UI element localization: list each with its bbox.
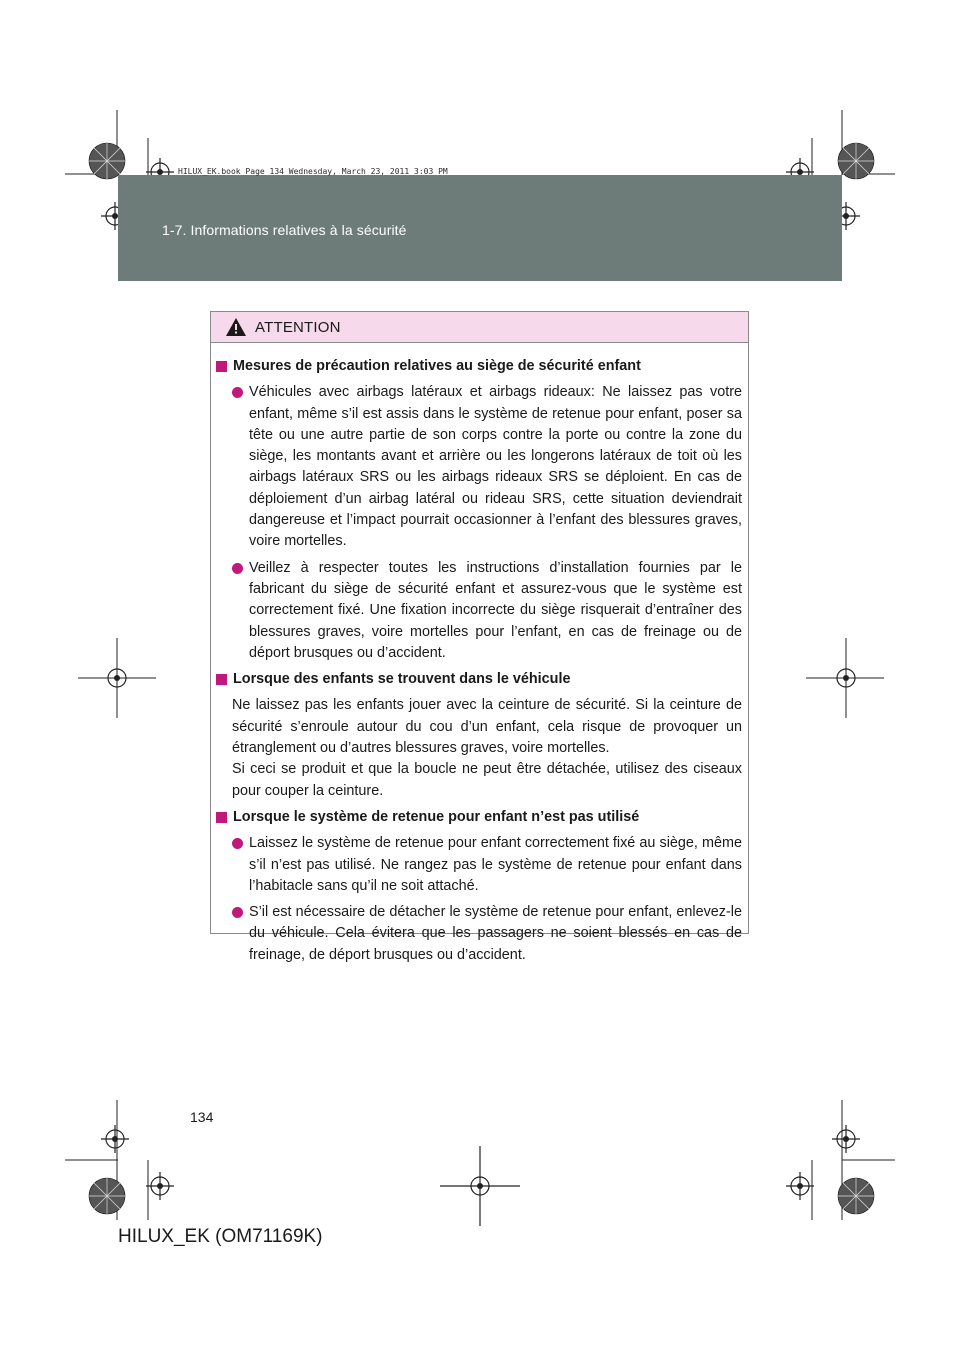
section-heading [214,807,742,828]
list-item-text: S’il est nécessaire de détacher le système de retenue pour enfant, enlevez-le du véhicule. Cela évitera que les passagers ne soient blessés en cas de freinage, de déport brusques ou d’accident. [249,904,742,963]
attention-callout [210,311,749,963]
callout-header [211,312,748,343]
heading-text: Lorsque le système de retenue pour enfant n’est pas utilisé [233,808,640,825]
page-number: 134 [190,1109,214,1125]
callout-title: ATTENTION [255,318,341,336]
list-item [214,558,742,664]
square-bullet-icon [216,361,227,372]
round-bullet-icon [232,387,243,398]
list-item-text: Veillez à respecter toutes les instructions d’installation fournies par le fabricant du siège de sécurité enfant et assurez-vous que le système est correctement fixé. Une fixation incorrecte du siège risquerait d’entraîner des blessures graves, voire mortelles pour l’enfant, en cas de freinage ou de déport brusques ou d’accident. [249,559,742,661]
round-bullet-icon [232,563,243,574]
list-item-text: Laissez le système de retenue pour enfant correctement fixé au siège, même s’il n’est pas utilisé. Ne rangez pas le système de retenue pour enfant dans l’habitacle sans qu’il ne soit attaché. [249,835,742,894]
paragraph [214,695,742,801]
callout-body [211,343,748,966]
round-bullet-icon [232,907,243,918]
section-heading [214,356,742,377]
list-item-text: Véhicules avec airbags latéraux et airbags rideaux: Ne laissez pas votre enfant, même s’il est assis dans le système de retenue pour enfant, poser sa tête ou une autre partie de son corps contre la porte ou contre la zone du siège, les montants avant et arrière ou les longerons latéraux de toit où les airbags latéraux SRS ou les airbags rideaux SRS se déploient. En cas de déploiement d’un airbag latéral ou rideau SRS, cette situation deviendrait dangereuse et l’impact pourrait occasionner à l’enfant des blessures graves, voire mortelles. [249,384,742,550]
square-bullet-icon [216,674,227,685]
document-code: HILUX_EK (OM71169K) [118,1226,323,1247]
heading-text: Lorsque des enfants se trouvent dans le véhicule [233,671,571,688]
paragraph-text: Si ceci se produit et que la boucle ne peut être détachée, utilisez des ciseaux pour couper la ceinture. [232,761,742,799]
book-stamp: HILUX_EK.book Page 134 Wednesday, March 23, 2011 3:03 PM [178,167,448,176]
square-bullet-icon [216,812,227,823]
list-item [214,902,742,966]
round-bullet-icon [232,838,243,849]
paragraph-text: Ne laissez pas les enfants jouer avec la ceinture de sécurité. Si la ceinture de sécurité s’enroule autour du cou d’un enfant, cela risque de provoquer un étranglement ou d’autres blessures graves, voire mortelles. [232,697,742,757]
warning-triangle-icon [225,317,247,337]
list-item [214,833,742,897]
section-heading [214,669,742,690]
section-title: 1-7. Informations relatives à la sécurité [162,222,407,238]
list-item [214,382,742,552]
heading-text: Mesures de précaution relatives au siège de sécurité enfant [233,358,641,374]
